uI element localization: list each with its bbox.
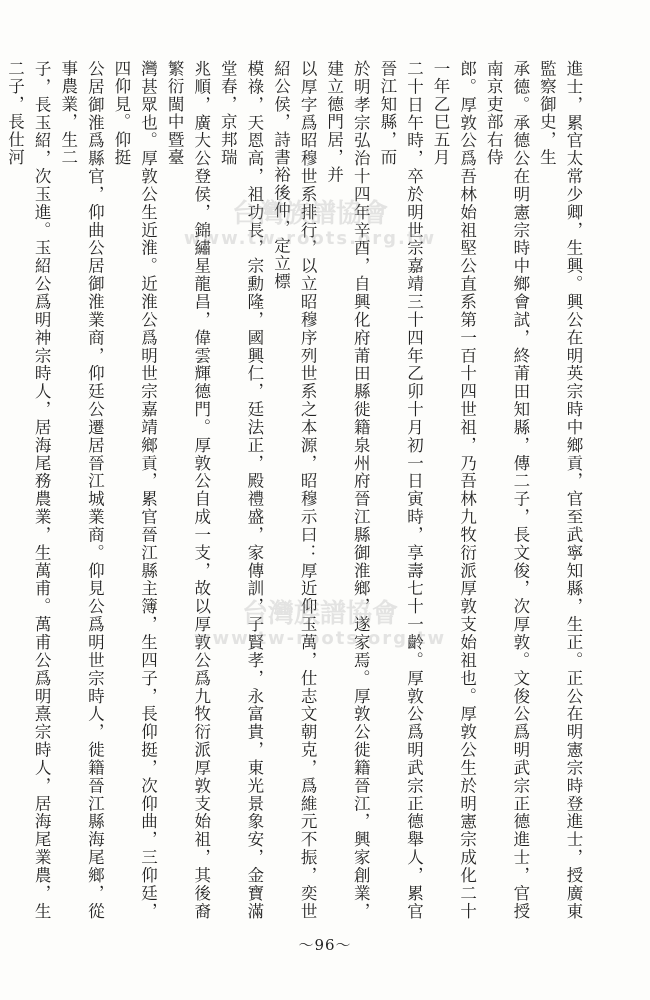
text-column: 承德。承德公在明憲宗時中鄉會試，終莆田知縣，傳二子，長文俊，次厚敦。文俊公爲明武宗正德進士，官授南京吏部右侍 (484, 60, 530, 920)
text-column: 二十日午時，卒於明世宗嘉靖三十四年乙卯十月初一日寅時，享壽七十一齡。厚敦公爲明武宗正德舉人，累官晉江知縣，而 (377, 60, 424, 920)
text-column: 模祿，天恩高，祖功長，宗勳隆，國興仁，廷法正，殿禮盛，家傳訓，子賢孝，永富貴，東光景象安，金寶滿堂春，京邦瑞 (218, 60, 264, 920)
text-column: 郎。厚敦公爲吾林始祖堅公直系第一百十四世祖，乃吾林九牧衍派厚敦支始祖也。厚敦公生於明憲宗成化二十一年乙巳五月 (431, 60, 477, 920)
text-column (0, 60, 1, 920)
body-text (5, 60, 586, 920)
watermark-title: 台灣族譜協會 (231, 199, 388, 229)
text-column: 以厚字爲昭穆世系排行，以立昭穆序列世系之本源，昭穆示曰：厚近仰玉萬，仕志文朝克，爲維元不振，奕世紹公侯，詩書裕後仲，定立標 (271, 60, 318, 920)
text-column: 子，長玉紹，次玉進。玉紹公爲明神宗時人，居海尾務農業，生萬甫。萬甫公爲明熹宗時人，居海尾業農，生二子，長仕河 (5, 60, 52, 920)
watermark-title: 台灣族譜協會 (241, 599, 398, 629)
watermark-domain: www.tw-roots.org.tw (193, 627, 447, 649)
text-column: 公居御淮爲縣官，仰曲公居御淮業商，仰廷公遷居晉江城業商。仰見公爲明世宗時人，徙籍晉江縣海尾鄉，從事農業，生二 (58, 60, 105, 920)
page-number: ～96～ (298, 936, 352, 954)
text-column: 灣甚眾也。厚敦公生近淮。近淮公爲明世宗嘉靖鄉貢，累官晉江縣主簿，生四子，長仰挺，次仰曲，三仰廷，四仰見。仰挺 (111, 60, 158, 920)
watermark-domain: www.tw-roots.org.tw (183, 227, 437, 249)
text-column: 兆順，廣大公登侯，錦繡星龍昌，偉雲輝德門。厚敦公自成一支，故以厚敦公爲九牧衍派厚敦支始祖，其後裔繁衍閩中暨臺 (165, 60, 211, 920)
text-column: 進士，累官太常少卿，生興。興公在明英宗時中鄉貢，官至武寧知縣，生正。正公在明憲宗時登進士，授廣東監察御史，生 (537, 60, 583, 920)
text-column: 於明孝宗弘治十四年辛酉，自興化府莆田縣徙籍泉州府晉江縣御淮鄉，遂家焉。厚敦公徙籍晉江，興家創業，建立德門居，并 (324, 60, 371, 920)
